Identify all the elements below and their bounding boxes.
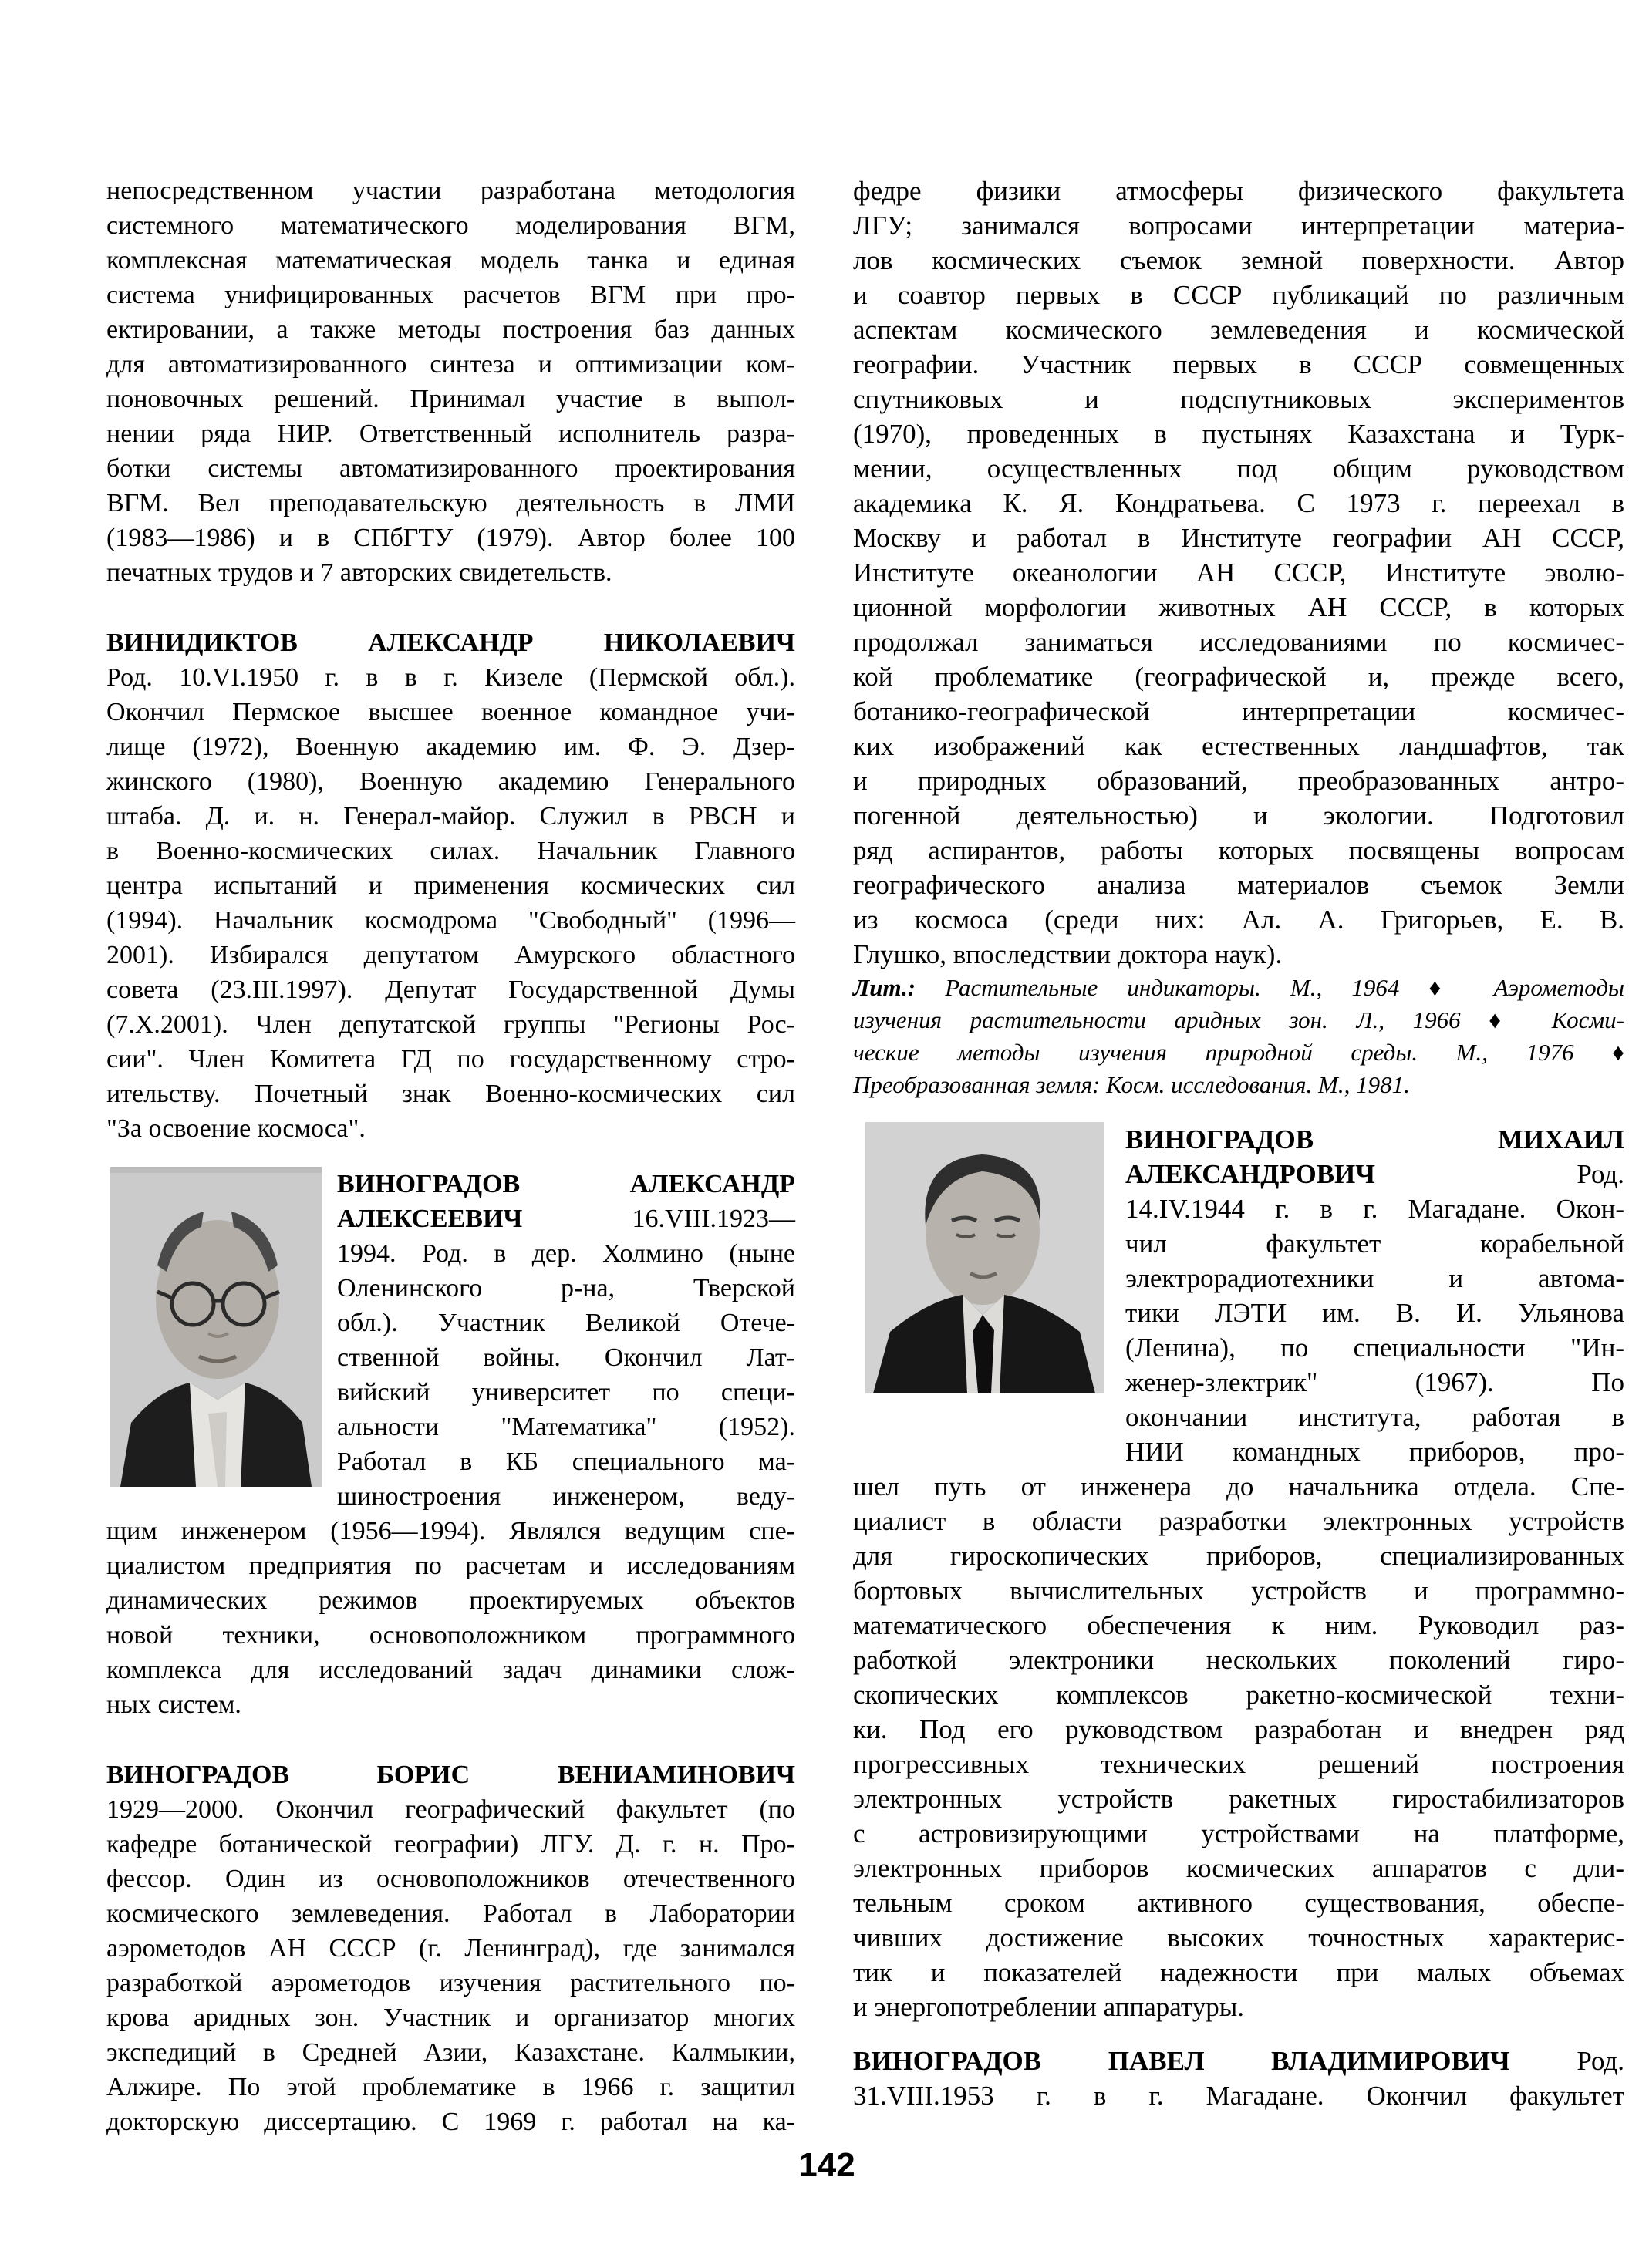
text-line: 31.VIII.1953 г. в г. Магадане. Окончил факультет [853, 2081, 1624, 2111]
text-line: работкой электроники нескольких поколений гиро- [853, 1645, 1624, 1675]
portrait-photo-vinogradov-alexander-alekseevich [110, 1167, 337, 1514]
text-line: прогрессивных технических решений построения [853, 1749, 1624, 1779]
text-line: аспектам космического землеведения и космической [853, 315, 1624, 345]
text-line: ных систем. [106, 1690, 241, 1719]
text-line: изучения растительности аридных зон. Л., 1966 ♦ Косми- [853, 1006, 1624, 1033]
text-line: ческие методы изучения природной среды. М., 1976 ♦ [853, 1039, 1624, 1066]
text-line: мении, осуществленных под общим руководством [853, 453, 1624, 484]
text-line: альности "Математика" (1952). [337, 1413, 795, 1441]
text-line: новой техники, основоположником программного [106, 1621, 795, 1650]
text-line: ряд аспирантов, работы которых посвящены вопросам [853, 835, 1624, 865]
text-line: окончании института, работая в [1125, 1402, 1624, 1432]
portrait-photo-vinogradov-mikhail-alexandrovich [865, 1122, 1125, 1469]
text-line: Москву и работал в Институте географии АН СССР, [853, 523, 1624, 553]
entry-vinogradov-pavel-vladimirovich [853, 2044, 1624, 2113]
text-line: электрорадиотехники и автома- [1125, 1263, 1624, 1293]
text-line: ких изображений как естественных ландшафтов, так [853, 731, 1624, 761]
text-line: совета (23.III.1997). Депутат Государственной Думы [106, 976, 795, 1004]
text-line: разработкой аэрометодов изучения растительного по- [106, 1969, 795, 1997]
text-line: ВИНОГРАДОВ АЛЕКСАНДР [337, 1170, 795, 1198]
text-line: тик и показателей надежности при малых объемах [853, 1957, 1624, 1987]
text-line: электронных приборов космических аппаратов с дли- [853, 1853, 1624, 1883]
text-line: циалистом предприятия по расчетам и исследованиям [106, 1552, 795, 1580]
text-line: кой проблематике (географической и, прежде всего, [853, 662, 1624, 692]
text-line: экспедиций в Средней Азии, Казахстане. Калмыкии, [106, 2038, 795, 2067]
text-line: женер-злектрик" (1967). По [1125, 1367, 1624, 1397]
text-line: спутниковых и подспутниковых экспериментов [853, 384, 1624, 414]
text-line: центра испытаний и применения космических сил [106, 871, 795, 900]
text-line: бортовых вычислительных устройств и программно- [853, 1575, 1624, 1606]
text-line: географии. Участник первых в СССР совмещенных [853, 349, 1624, 379]
text-line: поновочных решений. Принимал участие в выпол- [106, 385, 795, 413]
text-line: динамических режимов проектируемых объектов [106, 1586, 795, 1615]
text-line: сии". Член Комитета ГД по государственному стро- [106, 1045, 795, 1073]
text-line: для автоматизированного синтеза и оптимизации ком- [106, 350, 795, 379]
text-line: циалист в области разработки электронных устройств [853, 1506, 1624, 1536]
text-line: Окончил Пермское высшее военное командное учи- [106, 698, 795, 726]
text-line: НИИ командных приборов, про- [1125, 1437, 1624, 1467]
text-line: ВИНОГРАДОВ ПАВЕЛ ВЛАДИМИРОВИЧ Род. [853, 2046, 1624, 2076]
text-line: 1994. Род. в дер. Холмино (ныне [337, 1239, 795, 1268]
text-line: фессор. Один из основоположников отечественного [106, 1865, 795, 1893]
text-line: обл.). Участник Великой Отече- [337, 1309, 795, 1337]
right-column [853, 174, 1624, 2113]
text-line: (1983—1986) и в СПбГТУ (1979). Автор более 100 [106, 524, 795, 552]
text-line: географического анализа материалов съемок Земли [853, 870, 1624, 900]
text-line: штаба. Д. и. н. Генерал-майор. Служил в РВСН и [106, 802, 795, 831]
text-line: погенной деятельностью) и экологии. Подготовил [853, 800, 1624, 831]
text-line: щим инженером (1956—1994). Являлся ведущим спе- [106, 1517, 795, 1545]
text-line: из космоса (среди них: Ал. А. Григорьев, Е. В. [853, 905, 1624, 935]
page-number: 142 [798, 2146, 855, 2184]
text-line: и соавтор первых в СССР публикаций по различным [853, 280, 1624, 310]
text-line: (1994). Начальник космодрома "Свободный" (1996— [106, 906, 795, 935]
text-line: АЛЕКСЕЕВИЧ 16.VIII.1923— [337, 1205, 795, 1233]
text-line: ВИНОГРАДОВ БОРИС ВЕНИАМИНОВИЧ [106, 1761, 795, 1789]
text-line: "За освоение космоса". [106, 1114, 366, 1143]
text-line: Глушко, впоследствии доктора наук). [853, 939, 1283, 969]
text-line: система унифицированных расчетов ВГМ при про- [106, 281, 795, 309]
text-line: лище (1972), Военную академию им. Ф. Э. Дзер- [106, 733, 795, 761]
text-line: (1970), проведенных в пустынях Казахстана и Турк- [853, 419, 1624, 449]
literature-list-vinogradov-bv [853, 972, 1624, 1101]
text-line: скопических комплексов ракетно-космической техни- [853, 1680, 1624, 1710]
text-line: академика К. Я. Кондратьева. С 1973 г. переехал в [853, 488, 1624, 518]
paragraph-continuation-vgm [106, 174, 795, 590]
text-line: шел путь от инженера до начальника отдела. Спе- [853, 1471, 1624, 1501]
text-line: АЛЕКСАНДРОВИЧ Род. [1125, 1159, 1624, 1189]
text-line: Преобразованная земля: Косм. исследования. М., 1981. [853, 1071, 1410, 1098]
text-line: ственной войны. Окончил Лат- [337, 1343, 795, 1372]
entry-vinidiktov-alexander-nikolaevich [106, 625, 795, 1146]
text-line: кафедре ботанической географии) ЛГУ. Д. г. н. Про- [106, 1830, 795, 1859]
text-line: ВИНОГРАДОВ МИХАИЛ [1125, 1124, 1624, 1154]
text-line: ботанико-географической интерпретации космичес- [853, 696, 1624, 726]
text-line: жинского (1980), Военную академию Генерального [106, 767, 795, 796]
text-line: шиностроения инженером, веду- [337, 1482, 795, 1511]
text-line: ВГМ. Вел преподавательскую деятельность в ЛМИ [106, 489, 795, 517]
text-line: Лит.: Растительные индикаторы. М., 1964 ♦ Аэрометоды [853, 974, 1624, 1001]
text-line: нении ряда НИР. Ответственный исполнитель разра- [106, 420, 795, 448]
text-line: 14.IV.1944 г. в г. Магадане. Окон- [1125, 1194, 1624, 1224]
text-line: тики ЛЭТИ им. В. И. Ульянова [1125, 1298, 1624, 1328]
text-line: (7.X.2001). Член депутатской группы "Регионы Рос- [106, 1010, 795, 1039]
text-line: Институте океанологии АН СССР, Институте эволю- [853, 558, 1624, 588]
entry-vinogradov-alexander-alekseevich [106, 1167, 795, 1722]
text-line: электронных устройств ракетных гиростабилизаторов [853, 1784, 1624, 1814]
text-line: ционной морфологии животных АН СССР, в которых [853, 592, 1624, 622]
text-line: ЛГУ; занимался вопросами интерпретации материа- [853, 211, 1624, 241]
text-line: ительству. Почетный знак Военно-космических сил [106, 1080, 795, 1108]
text-line: лов космических съемок земной поверхности. Автор [853, 245, 1624, 275]
text-line: ки. Под его руководством разработан и внедрен ряд [853, 1714, 1624, 1744]
text-line: с астровизирующими устройствами на платформе, [853, 1818, 1624, 1848]
text-line: Род. 10.VI.1950 г. в в г. Кизеле (Пермской обл.). [106, 663, 795, 692]
text-line: докторскую диссертацию. С 1969 г. работал на ка- [106, 2108, 795, 2136]
text-line: вийский университет по специ- [337, 1378, 795, 1407]
text-line: и энергопотреблении аппаратуры. [853, 1992, 1244, 2022]
text-line: 1929—2000. Окончил географический факультет (по [106, 1795, 795, 1824]
text-line: Работал в КБ специального ма- [337, 1447, 795, 1476]
text-line: математического обеспечения к ним. Руководил раз- [853, 1610, 1624, 1640]
text-line: тельным сроком активного существования, обеспе- [853, 1888, 1624, 1918]
text-line: (Ленина), по специальности "Ин- [1125, 1333, 1624, 1363]
text-line: в Военно-космических силах. Начальник Главного [106, 837, 795, 865]
text-line: системного математического моделирования ВГМ, [106, 211, 795, 240]
text-line: федре физики атмосферы физического факультета [853, 176, 1624, 206]
text-line: чил факультет корабельной [1125, 1228, 1624, 1259]
paragraph-vinogradov-bv-continuation [853, 174, 1624, 972]
entry-vinogradov-boris-veniaminovich [106, 1757, 795, 2139]
text-line: ВИНИДИКТОВ АЛЕКСАНДР НИКОЛАЕВИЧ [106, 629, 795, 657]
text-line: Оленинского р-на, Тверской [337, 1274, 795, 1302]
text-line: аэрометодов АН СССР (г. Ленинград), где занимался [106, 1934, 795, 1963]
text-line: печатных трудов и 7 авторских свидетельств. [106, 558, 612, 587]
text-line: крова аридных зон. Участник и организатор многих [106, 2003, 795, 2032]
text-line: ботки системы автоматизированного проектирования [106, 454, 795, 483]
text-line: для гироскопических приборов, специализированных [853, 1541, 1624, 1571]
text-line: чивших достижение высоких точностных характерис- [853, 1923, 1624, 1953]
entry-vinogradov-mikhail-alexandrovich [853, 1122, 1624, 2024]
text-line: Алжире. По этой проблематике в 1966 г. защитил [106, 2073, 795, 2101]
text-line: комплексная математическая модель танка и единая [106, 246, 795, 275]
text-line: и природных образований, преобразованных антро- [853, 766, 1624, 796]
text-line: непосредственном участии разработана методология [106, 177, 795, 205]
text-line: комплекса для исследований задач динамики слож- [106, 1656, 795, 1684]
text-line: космического землеведения. Работал в Лаборатории [106, 1899, 795, 1928]
text-line: 2001). Избирался депутатом Амурского областного [106, 941, 795, 969]
text-line: ектировании, а также методы построения баз данных [106, 315, 795, 344]
left-column [106, 174, 795, 2139]
text-line: продолжал заниматься исследованиями по космичес- [853, 627, 1624, 657]
